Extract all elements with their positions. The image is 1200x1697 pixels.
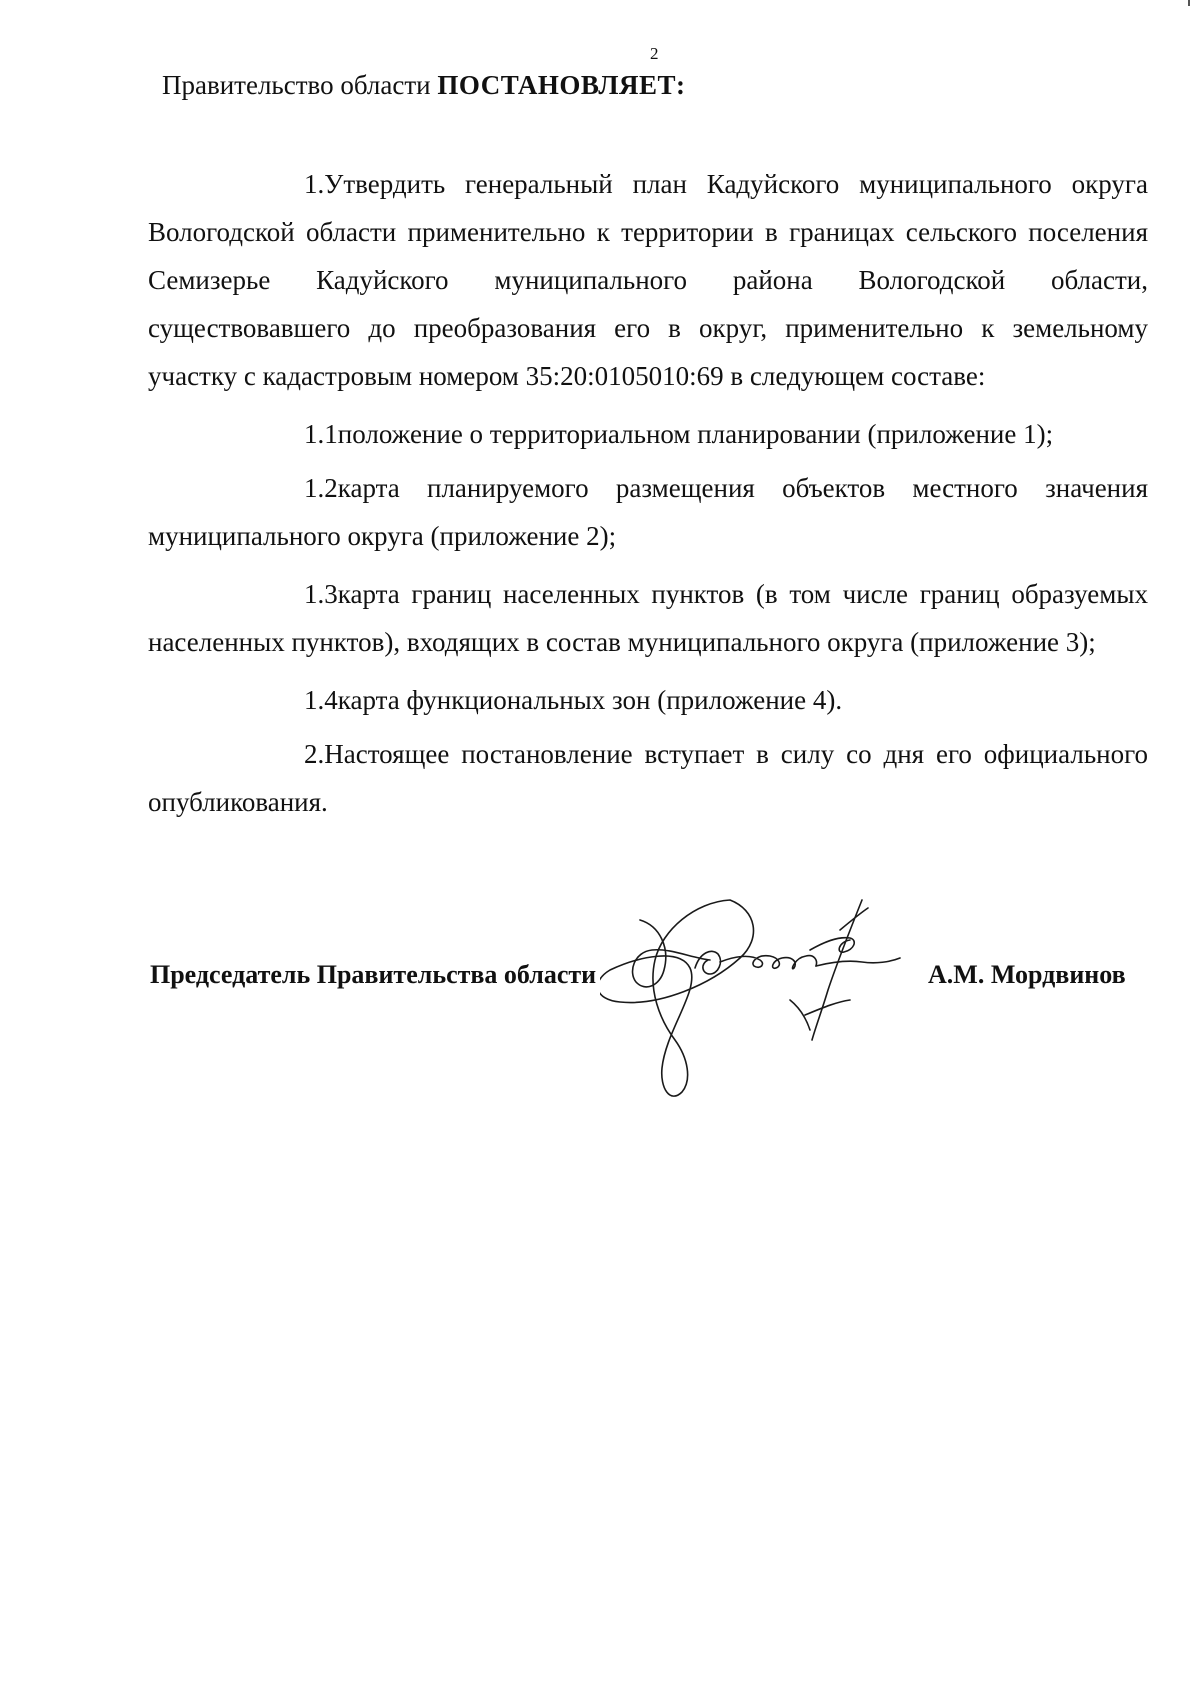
resolution-body [148, 160, 1148, 836]
paragraph-number: 1.1 [304, 419, 338, 449]
resolution-intro [162, 70, 685, 101]
paragraph-text: Утвердить генеральный план Кадуйского муниципального округа Вологодской области применительно к территории в границах сельского поселения Семизерье Кадуйского муниципального района Вологодской области, существовавшего до преобразования его в округ, применительно к земельному участку с кадастровым номером 35:20:0105010:69 в следующем составе: [148, 169, 1148, 391]
intro-prefix: Правительство области [162, 70, 431, 100]
signatory-title: Председатель Правительства области [150, 960, 597, 989]
intro-decision: ПОСТАНОВЛЯЕТ: [437, 70, 686, 100]
scan-edge-mark [1188, 0, 1190, 6]
paragraph-number: 1. [304, 169, 325, 199]
paragraph-text: положение о территориальном планировании (приложение 1); [337, 419, 1054, 449]
paragraph-text: карта планируемого размещения объектов местного значения муниципального округа (приложение 2); [148, 473, 1148, 551]
paragraph-text: карта функциональных зон (приложение 4). [337, 685, 843, 715]
paragraph-text: карта границ населенных пунктов (в том числе границ образуемых населенных пунктов), входящих в состав муниципального округа (приложение 3); [148, 579, 1148, 657]
page-number: 2 [650, 44, 659, 63]
paragraph-1-2 [148, 464, 1148, 560]
paragraph-number: 1.3 [304, 579, 338, 609]
paragraph-2 [148, 730, 1148, 826]
paragraph-1 [148, 160, 1148, 400]
paragraph-1-3 [148, 570, 1148, 666]
paragraph-number: 1.4 [304, 685, 338, 715]
paragraph-number: 2. [304, 739, 325, 769]
signatory-name: А.М. Мордвинов [928, 960, 1126, 989]
paragraph-1-4 [148, 676, 1148, 724]
paragraph-text: Настоящее постановление вступает в силу со дня его официального опубликования. [148, 739, 1148, 817]
paragraph-number: 1.2 [304, 473, 338, 503]
handwritten-signature [600, 890, 940, 1100]
paragraph-1-1 [148, 410, 1148, 458]
